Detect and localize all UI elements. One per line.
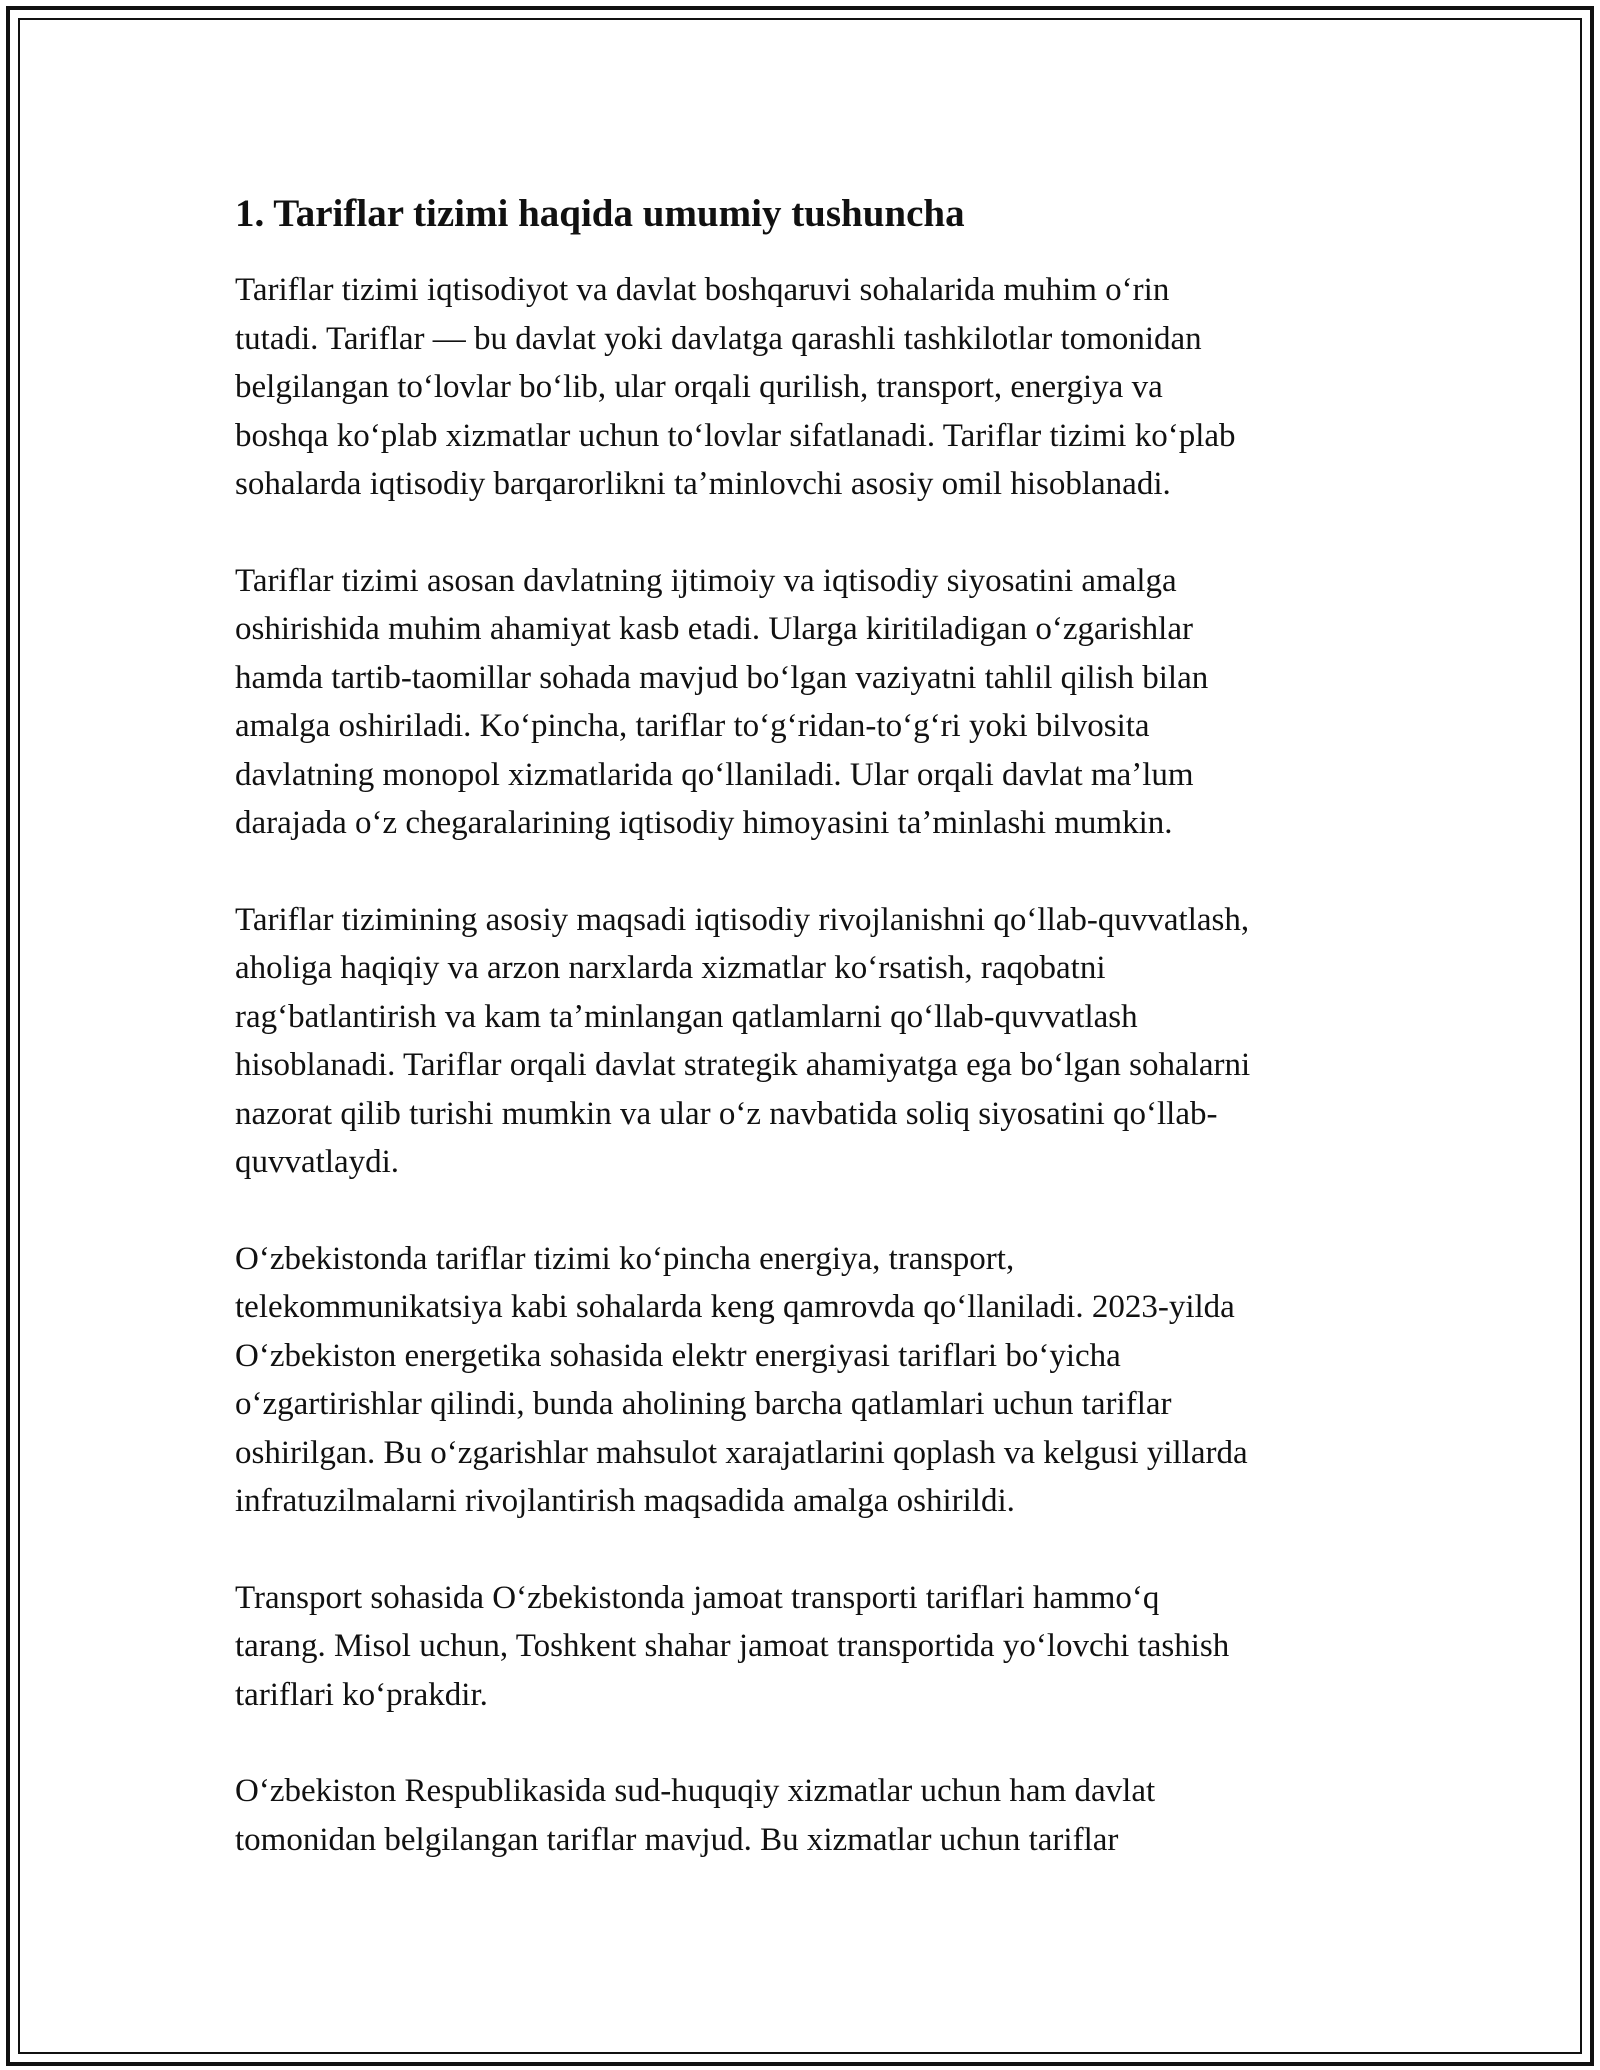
paragraph-3 bbox=[235, 896, 1375, 1187]
text-line: nazorat qilib turishi mumkin va ular oʻz navbatida soliq siyosatini qoʻllab- bbox=[235, 1095, 1218, 1132]
text-line: quvvatlaydi. bbox=[235, 1144, 400, 1180]
text-line: sohalarda iqtisodiy barqarorlikni taʼminlovchi asosiy omil hisoblanadi. bbox=[235, 466, 1171, 502]
text-line: infratuzilmalarni rivojlantirish maqsadida amalga oshirildi. bbox=[235, 1483, 1015, 1519]
text-line: amalga oshiriladi. Koʻpincha, tariflar toʻgʻridan-toʻgʻri yoki bilvosita bbox=[235, 708, 1150, 744]
paragraph-2 bbox=[235, 557, 1375, 848]
section-heading: 1. Tariflar tizimi haqida umumiy tushuncha bbox=[235, 192, 965, 235]
text-line: tutadi. Tariflar — bu davlat yoki davlatga qarashli tashkilotlar tomonidan bbox=[235, 320, 1202, 357]
paragraph-4 bbox=[235, 1235, 1375, 1526]
text-line: Oʻzbekiston Respublikasida sud-huquqiy xizmatlar uchun ham davlat bbox=[235, 1773, 1156, 1809]
text-line: oʻzgartirishlar qilindi, bunda aholining barcha qatlamlari uchun tariflar bbox=[235, 1386, 1172, 1422]
text-line: davlatning monopol xizmatlarida qoʻllaniladi. Ular orqali davlat maʼlum bbox=[235, 756, 1194, 793]
text-line: tarang. Misol uchun, Toshkent shahar jamoat transportida yoʻlovchi tashish bbox=[235, 1628, 1230, 1664]
text-line: oshirishida muhim ahamiyat kasb etadi. Ularga kiritiladigan oʻzgarishlar bbox=[235, 611, 1193, 647]
text-line: Transport sohasida Oʻzbekistonda jamoat transporti tariflari hammoʻq bbox=[235, 1579, 1160, 1616]
text-line: tomonidan belgilangan tariflar mavjud. Bu xizmatlar uchun tariflar bbox=[235, 1821, 1119, 1858]
text-line: hamda tartib-taomillar sohada mavjud boʻlgan vaziyatni tahlil qilish bilan bbox=[235, 659, 1209, 696]
paragraph-6 bbox=[235, 1767, 1375, 1864]
text-line: Oʻzbekiston energetika sohasida elektr energiyasi tariflari boʻyicha bbox=[235, 1337, 1121, 1374]
text-line: telekommunikatsiya kabi sohalarda keng qamrovda qoʻllaniladi. 2023-yilda bbox=[235, 1289, 1235, 1325]
text-line: ragʻbatlantirish va kam taʼminlangan qatlamlarni qoʻllab-quvvatlash bbox=[235, 998, 1138, 1035]
text-line: Tariflar tizimining asosiy maqsadi iqtisodiy rivojlanishni qoʻllab-quvvatlash, bbox=[235, 901, 1250, 938]
text-line: oshirilgan. Bu oʻzgarishlar mahsulot xarajatlarini qoplash va kelgusi yillarda bbox=[235, 1434, 1248, 1471]
text-line: darajada oʻz chegaralarining iqtisodiy himoyasini taʼminlashi mumkin. bbox=[235, 805, 1173, 841]
text-line: Tariflar tizimi asosan davlatning ijtimoiy va iqtisodiy siyosatini amalga bbox=[235, 562, 1177, 599]
text-line: Oʻzbekistonda tariflar tizimi koʻpincha energiya, transport, bbox=[235, 1240, 1015, 1277]
text-line: tariflari koʻprakdir. bbox=[235, 1676, 488, 1713]
text-line: aholiga haqiqiy va arzon narxlarda xizmatlar koʻrsatish, raqobatni bbox=[235, 950, 1106, 986]
document-body bbox=[235, 190, 1375, 1864]
paragraph-5 bbox=[235, 1574, 1375, 1720]
paragraph-1 bbox=[235, 266, 1375, 509]
text-line: hisoblanadi. Tariflar orqali davlat strategik ahamiyatga ega boʻlgan sohalarni bbox=[235, 1047, 1251, 1083]
text-line: belgilangan toʻlovlar boʻlib, ular orqali qurilish, transport, energiya va bbox=[235, 369, 1163, 405]
text-line: boshqa koʻplab xizmatlar uchun toʻlovlar sifatlanadi. Tariflar tizimi koʻplab bbox=[235, 417, 1236, 454]
text-line: Tariflar tizimi iqtisodiyot va davlat boshqaruvi sohalarida muhim oʻrin bbox=[235, 272, 1170, 308]
